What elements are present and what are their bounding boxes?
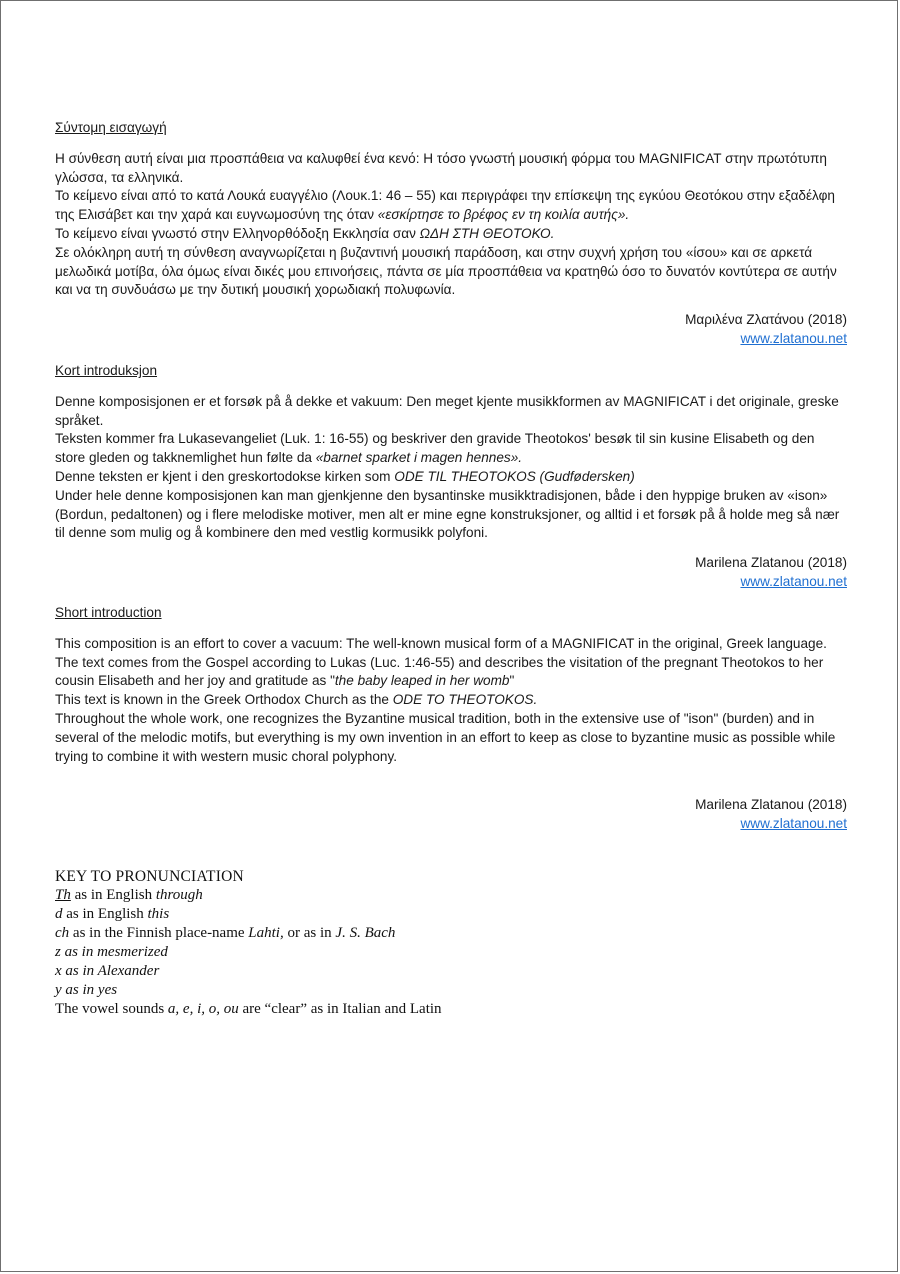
greek-p2-quote: «εσκίρτησε το βρέφος εν τη κοιλία αυτής». bbox=[377, 207, 630, 223]
english-paragraph-1: This composition is an effort to cover a vacuum: The well-known musical form of a MAGNIFICAT in the original, Greek language. bbox=[55, 635, 827, 651]
pronunciation-z bbox=[55, 943, 847, 962]
greek-p3-title: ΩΔΗ ΣΤΗ ΘΕΟΤΟΚΟ. bbox=[419, 225, 555, 241]
pronunciation-ch bbox=[55, 924, 847, 943]
greek-paragraph-1: Η σύνθεση αυτή είναι μια προσπάθεια να καλυφθεί ένα κενό: Η τόσο γνωστή μουσική φόρμα του MAGNIFICAT στην πρωτότυπη γλώσσα, τα ελληνικά. bbox=[55, 150, 827, 185]
greek-signature bbox=[55, 311, 847, 349]
norwegian-p2-quote: «barnet sparket i magen hennes». bbox=[315, 450, 523, 466]
greek-body bbox=[55, 150, 847, 300]
greek-paragraph-3 bbox=[55, 225, 847, 244]
ch-example-2: J. S. Bach bbox=[335, 925, 396, 941]
d-text: as in English bbox=[62, 906, 148, 922]
english-p2-text: The text comes from the Gospel according to Lukas (Luc. 1:46-55) and describes the visitation of the pregnant Theotokos to her cousin Elisabeth and her joy and gratitude as " bbox=[55, 654, 824, 689]
english-author: Marilena Zlatanou (2018) bbox=[695, 797, 847, 813]
english-p3-title: ODE TO THEOTOKOS. bbox=[392, 692, 538, 708]
greek-section bbox=[55, 119, 847, 349]
english-section bbox=[55, 604, 847, 834]
english-p2-close: " bbox=[509, 673, 515, 689]
english-p3-text: This text is known in the Greek Orthodox Church as the bbox=[55, 692, 393, 708]
english-paragraph-3 bbox=[55, 691, 847, 710]
norwegian-author: Marilena Zlatanou (2018) bbox=[695, 555, 847, 571]
vowel-list: a, e, i, o, ou bbox=[167, 1001, 239, 1017]
d-example: this bbox=[147, 906, 170, 922]
norwegian-p3-title: ODE TIL THEOTOKOS (Gudfødersken) bbox=[394, 468, 635, 484]
greek-heading: Σύντομη εισαγωγή bbox=[55, 120, 167, 135]
norwegian-section bbox=[55, 362, 847, 592]
norwegian-website-link[interactable]: www.zlatanou.net bbox=[740, 573, 847, 589]
vowel-text-1: The vowel sounds bbox=[55, 1001, 168, 1017]
greek-paragraph-2 bbox=[55, 187, 847, 225]
greek-website-link[interactable]: www.zlatanou.net bbox=[740, 330, 847, 346]
english-signature bbox=[55, 796, 847, 834]
norwegian-p3-text: Denne teksten er kjent i den greskortodokse kirken som bbox=[55, 468, 395, 484]
ch-symbol: ch bbox=[55, 925, 70, 941]
ch-text-2: or as in bbox=[283, 925, 336, 941]
greek-paragraph-4: Σε ολόκληρη αυτή τη σύνθεση αναγνωρίζεται η βυζαντινή μουσική παράδοση, και στην συχνή χρήση του «ίσου» και σε αρκετά μελωδικά μοτίβα, όλα όμως είναι δικές μου επινοήσεις, πάντα σε μία προσπάθεια να κρατηθώ όσο το δυνατόν κοντύτερα σε αυτήν και να τη συνδυάσω με την δυτική μουσική χορωδιακή πολυφωνία. bbox=[55, 244, 837, 298]
th-symbol: Th bbox=[55, 887, 71, 903]
norwegian-paragraph-2 bbox=[55, 430, 847, 468]
pronunciation-vowels bbox=[55, 1000, 847, 1019]
english-website-link[interactable]: www.zlatanou.net bbox=[740, 816, 847, 832]
pronunciation-d bbox=[55, 905, 847, 924]
norwegian-paragraph-1: Denne komposisjonen er et forsøk på å dekke et vakuum: Den meget kjente musikkformen av MAGNIFICAT i det originale, greske språket. bbox=[55, 393, 839, 428]
ch-example-1: Lahti, bbox=[248, 925, 284, 941]
d-symbol: d bbox=[55, 906, 63, 922]
z-line: z as in mesmerized bbox=[55, 944, 168, 960]
english-p2-quote: the baby leaped in her womb bbox=[334, 673, 510, 689]
pronunciation-x bbox=[55, 962, 847, 981]
ch-text-1: as in the Finnish place-name bbox=[69, 925, 249, 941]
norwegian-heading: Kort introduksjon bbox=[55, 363, 158, 378]
norwegian-paragraph-4: Under hele denne komposisjonen kan man gjenkjenne den bysantinske musikktradisjonen, både i den hyppige bruken av «ison» (Bordun, pedaltonen) og i flere melodiske motiver, men alt er mine egne konstruksjoner, og alltid i et forsøk på å holde meg så nær til denne som mulig og å kombinere den med vestlig kormusikk polyfoni. bbox=[55, 487, 840, 541]
norwegian-p2-text: Teksten kommer fra Lukasevangeliet (Luk. 1: 16-55) og beskriver den gravide Theotokos' besøk til sin kusine Elisabeth og den store gleden og takknemlighet hun følte da bbox=[55, 431, 815, 466]
x-line: x as in Alexander bbox=[55, 963, 160, 979]
pronunciation-title: KEY TO PRONUNCIATION bbox=[55, 868, 244, 885]
y-line: y as in yes bbox=[55, 982, 118, 998]
norwegian-paragraph-3 bbox=[55, 468, 847, 487]
th-example: through bbox=[155, 887, 203, 903]
vowel-text-2: are “clear” as in Italian and Latin bbox=[238, 1001, 442, 1017]
pronunciation-y bbox=[55, 981, 847, 1000]
english-body bbox=[55, 635, 847, 767]
th-text: as in English bbox=[70, 887, 156, 903]
english-heading: Short introduction bbox=[55, 605, 162, 620]
norwegian-body bbox=[55, 393, 847, 543]
greek-p3-text: Το κείμενο είναι γνωστό στην Ελληνορθόδοξη Εκκλησία σαν bbox=[55, 225, 420, 241]
pronunciation-key bbox=[55, 867, 847, 1019]
greek-author: Μαριλένα Ζλατάνου (2018) bbox=[685, 312, 847, 328]
norwegian-signature bbox=[55, 554, 847, 592]
english-paragraph-2 bbox=[55, 654, 847, 692]
greek-p2-text: Το κείμενο είναι από το κατά Λουκά ευαγγέλιο (Λουκ.1: 46 – 55) και περιγράφει την επίσκεψη της εγκύου Θεοτόκου στην εξαδέλφη της Ελισάβετ και την χαρά και ευγνωμοσύνη της όταν bbox=[55, 188, 835, 223]
pronunciation-th bbox=[55, 886, 847, 905]
english-paragraph-4: Throughout the whole work, one recognizes the Byzantine musical tradition, both in the extensive use of "ison" (burden) and in several of the melodic motifs, but everything is my own invention in an effort to keep as close to byzantine music as possible while trying to combine it with western music choral polyphony. bbox=[55, 710, 836, 764]
